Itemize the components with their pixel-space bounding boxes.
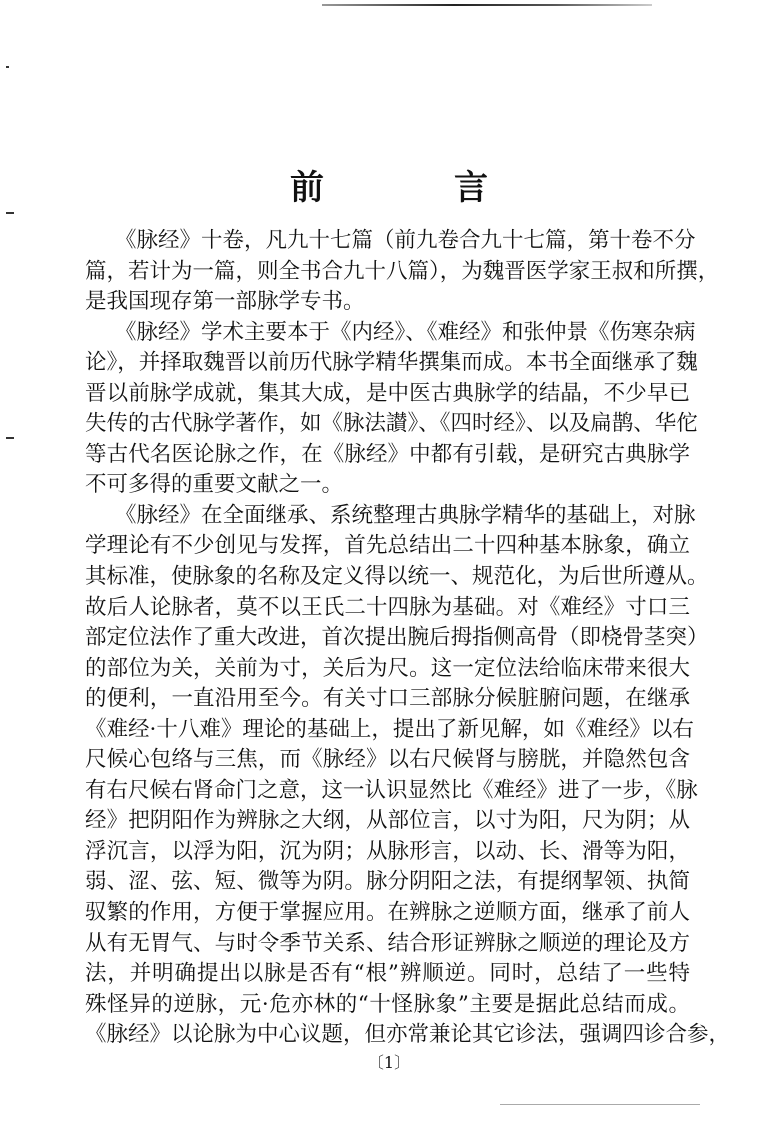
text-line: 法，并明确提出以脉是否有“根”辨顺逆。同时，总结了一些特 <box>85 961 690 987</box>
text-line: 失传的古代脉学著作，如《脉法讃》、《四时经》、以及扁鹊、华佗 <box>85 411 698 437</box>
text-line: 等古代名医论脉之作，在《脉经》中都有引载，是研究古典脉学 <box>85 441 690 467</box>
text-line: 《脉经》以论脉为中心议题，但亦常兼论其它诊法，强调四诊合参， <box>85 1022 731 1048</box>
text-line: 浮沉言，以浮为阳，沉为阴；从脉形言，以动、长、滑等为阳， <box>85 838 690 864</box>
scan-artifact-bottom-line <box>500 1104 700 1105</box>
text-line: 篇，若计为一篇，则全书合九十八篇），为魏晋医学家王叔和所撰， <box>85 258 720 284</box>
text-line: 经》把阴阳作为辨脉之大纲，从部位言，以寸为阳，尺为阴；从 <box>85 808 690 834</box>
text-line: 有右尺候右肾命门之意，这一认识显然比《难经》进了一步，《脉 <box>85 777 698 803</box>
preface-body <box>85 226 731 1051</box>
scan-artifact-top-line <box>322 4 652 6</box>
page-number: 〔1〕 <box>367 1053 411 1072</box>
text-line: 殊怪异的逆脉，元·危亦林的“十怪脉象”主要是据此总结而成。 <box>85 991 690 1017</box>
text-line: 晋以前脉学成就，集其大成，是中医古典脉学的结晶，不少早已 <box>85 380 690 406</box>
text-line: 从有无胃气、与时令季节关系、结合形证辨脉之顺逆的理论及方 <box>85 930 690 956</box>
scan-mark <box>6 212 14 214</box>
text-line: 是我国现存第一部脉学专书。 <box>85 289 365 315</box>
text-line: 不可多得的重要文献之一。 <box>85 472 344 498</box>
text-line: 弱、涩、弦、短、微等为阴。脉分阴阳之法，有提纲挈领、执简 <box>85 869 690 895</box>
text-line: 《脉经》学术主要本于《内经》、《难经》和张仲景《伤寒杂病 <box>115 319 696 345</box>
text-line: 部定位法作了重大改进，首次提出腕后拇指侧高骨（即桡骨茎突） <box>85 625 709 651</box>
text-line: 《难经·十八难》理论的基础上，提出了新见解，如《难经》以右 <box>85 716 694 742</box>
text-line: 驭繁的作用，方便于掌握应用。在辨脉之逆顺方面，继承了前人 <box>85 900 690 926</box>
text-line: 的部位为关，关前为寸，关后为尺。这一定位法给临床带来很大 <box>85 655 690 681</box>
text-line: 的便利，一直沿用至今。有关寸口三部脉分候脏腑问题，在继承 <box>85 686 690 712</box>
page-title: 前 言 <box>290 168 536 208</box>
text-line: 故后人论脉者，莫不以王氏二十四脉为基础。对《难经》寸口三 <box>85 594 690 620</box>
scan-mark <box>6 437 14 439</box>
text-line: 论》，并择取魏晋以前历代脉学精华撰集而成。本书全面继承了魏 <box>85 350 698 376</box>
text-line: 尺候心包络与三焦，而《脉经》以右尺候肾与膀胱，并隐然包含 <box>85 747 690 773</box>
text-line: 学理论有不少创见与发挥，首先总结出二十四种基本脉象，确立 <box>85 533 690 559</box>
text-line: 其标准，使脉象的名称及定义得以统一、规范化，为后世所遵从。 <box>85 564 709 590</box>
scan-speck <box>6 66 9 68</box>
text-line: 《脉经》十卷，凡九十七篇（前九卷合九十七篇，第十卷不分 <box>115 228 696 253</box>
text-line: 《脉经》在全面继承、系统整理古典脉学精华的基础上，对脉 <box>115 502 696 528</box>
